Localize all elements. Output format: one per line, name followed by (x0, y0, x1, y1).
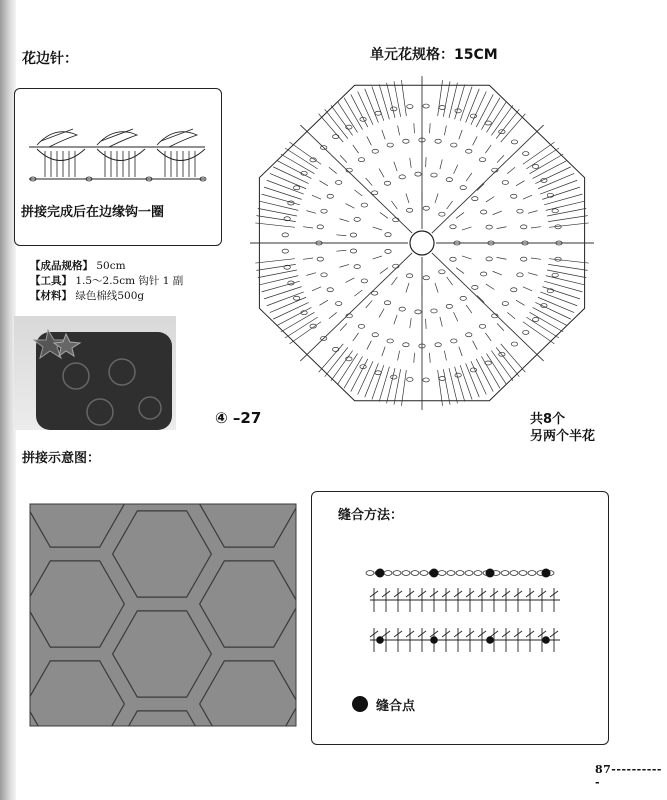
motif-outer-stitch-group (255, 142, 321, 227)
motif-outer-stitch-group (438, 344, 526, 406)
motif-number: ④ –27 (215, 409, 262, 427)
join-point (486, 569, 495, 578)
spec-tool-key: 【工具】 (30, 275, 72, 287)
join-point (376, 636, 384, 644)
motif-outer-stitch-group (255, 259, 321, 344)
motif-outer-stitch-group (319, 344, 407, 406)
edging-box (14, 88, 222, 246)
assembly-frame (30, 504, 296, 726)
motif-spoke (300, 125, 412, 233)
spec-size-key: 【成品规格】 (30, 260, 93, 272)
spec-tool-value: 1.5～2.5cm 钩针 1 副 (75, 275, 184, 287)
motif-title: 单元花规格：15CM (370, 47, 498, 63)
motif-outer-stitch-group (438, 80, 526, 142)
motif-outer-stitch-group (523, 259, 589, 344)
spec-material-key: 【材料】 (30, 290, 72, 302)
motif-center-ring (410, 231, 434, 255)
motif-spoke (432, 253, 544, 361)
motif-spoke (300, 253, 412, 361)
assembly-title: 拼接示意图： (22, 451, 101, 466)
joining-box (311, 491, 609, 745)
motif-half-note: 另两个半花 (530, 429, 596, 444)
assembly-diagram (22, 484, 304, 746)
potholder-illustration (14, 316, 176, 430)
spec-tool (30, 274, 183, 289)
motif-outer-stitch-group (319, 80, 407, 142)
product-photo (14, 316, 176, 430)
spec-size-value: 50cm (96, 260, 126, 272)
joining-row-upper (370, 588, 560, 612)
joining-row-lower (370, 628, 560, 652)
motif-spoke (432, 125, 544, 233)
edging-note: 拼接完成后在边缘钩一圈 (21, 205, 165, 220)
spec-material (30, 289, 144, 304)
edging-title: 花边针： (22, 51, 78, 67)
spec-size (30, 259, 126, 274)
joining-legend: 缝合点 (376, 699, 416, 714)
page-number: 87----------- (595, 763, 662, 789)
joining-title: 缝合方法： (338, 508, 404, 523)
spec-material-value: 绿色棉线500g (75, 290, 145, 302)
join-point (376, 569, 385, 578)
join-point (542, 569, 551, 578)
motif-diagram (234, 66, 624, 426)
join-point-legend-dot (352, 696, 368, 712)
edging-stitch-diagram (15, 117, 221, 207)
motif-outer-stitch-group (523, 142, 589, 227)
join-point (542, 636, 550, 644)
assembly-hexagon (156, 484, 255, 497)
join-point (430, 569, 439, 578)
joining-chain-row (366, 571, 554, 576)
assembly-hexagon (70, 484, 169, 497)
join-point (486, 636, 494, 644)
motif-count: 共8个 (530, 412, 566, 427)
join-point (430, 636, 438, 644)
